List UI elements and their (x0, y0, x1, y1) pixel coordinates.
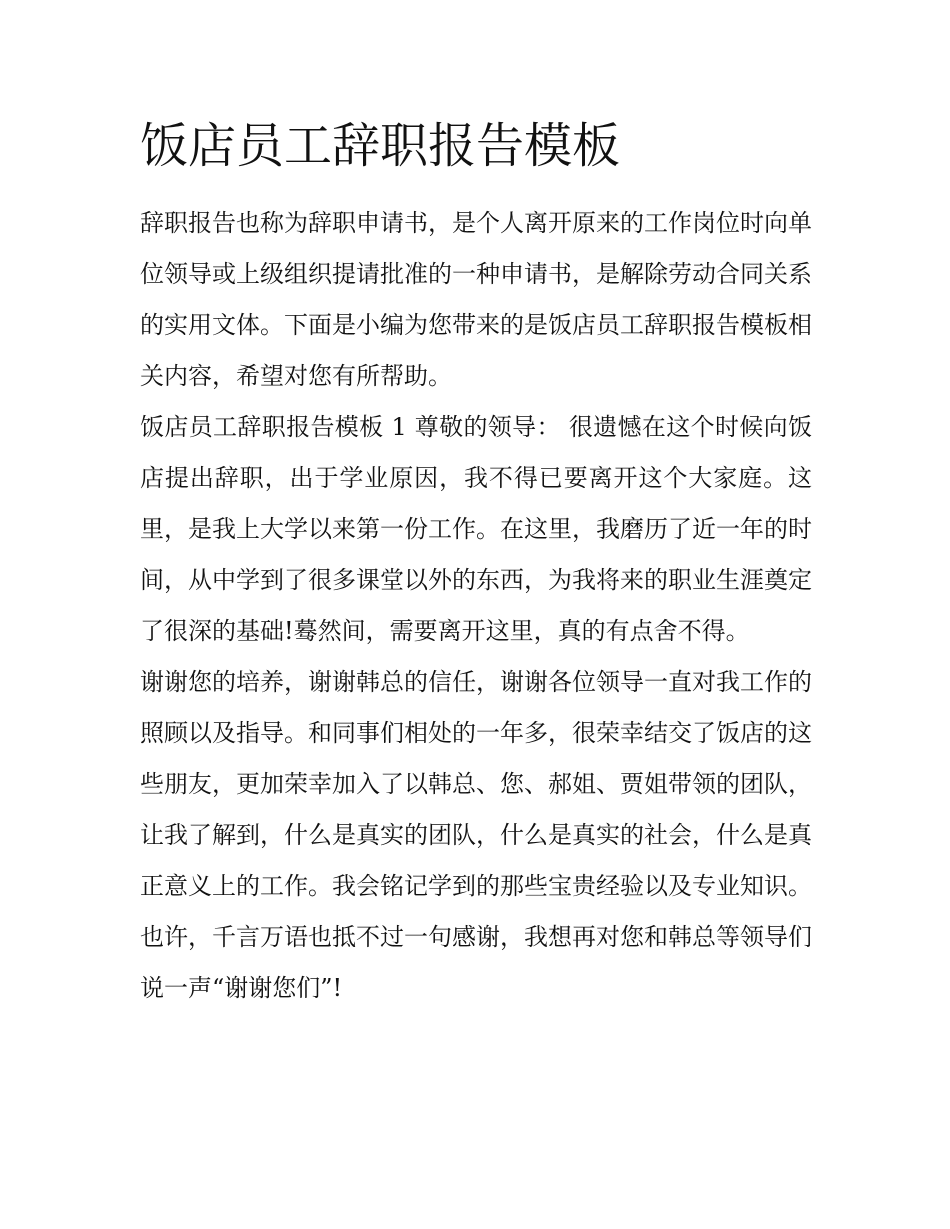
paragraph-closing: 也许，千言万语也抵不过一句感谢，我想再对您和韩总等领导们说一声“谢谢您们”! (140, 923, 812, 1002)
paragraph-intro: 辞职报告也称为辞职申请书，是个人离开原来的工作岗位时向单位领导或上级组织提请批准的一种申请书，是解除劳动合同关系的实用文体。下面是小编为您带来的是饭店员工辞职报告模板相关内容，希望对您有所帮助。 (140, 209, 812, 390)
document-title: 饭店员工辞职报告模板 (140, 118, 621, 174)
document-body (140, 198, 812, 1014)
paragraph-letter-opening: 饭店员工辞职报告模板 1 尊敬的领导： 很遗憾在这个时候向饭店提出辞职，出于学业原因，我不得已要离开这个大家庭。这里，是我上大学以来第一份工作。在这里，我磨历了近一年的时间，从中学到了很多课堂以外的东西，为我将来的职业生涯奠定了很深的基础!蓦然间，需要离开这里，真的有点舍不得。 (140, 413, 812, 645)
paragraph-thanks: 谢谢您的培养，谢谢韩总的信任，谢谢各位领导一直对我工作的照顾以及指导。和同事们相处的一年多，很荣幸结交了饭店的这些朋友，更加荣幸加入了以韩总、您、郝姐、贾姐带领的团队，让我了解到，什么是真实的团队，什么是真实的社会，什么是真正意义上的工作。我会铭记学到的那些宝贵经验以及专业知识。 (140, 668, 812, 900)
